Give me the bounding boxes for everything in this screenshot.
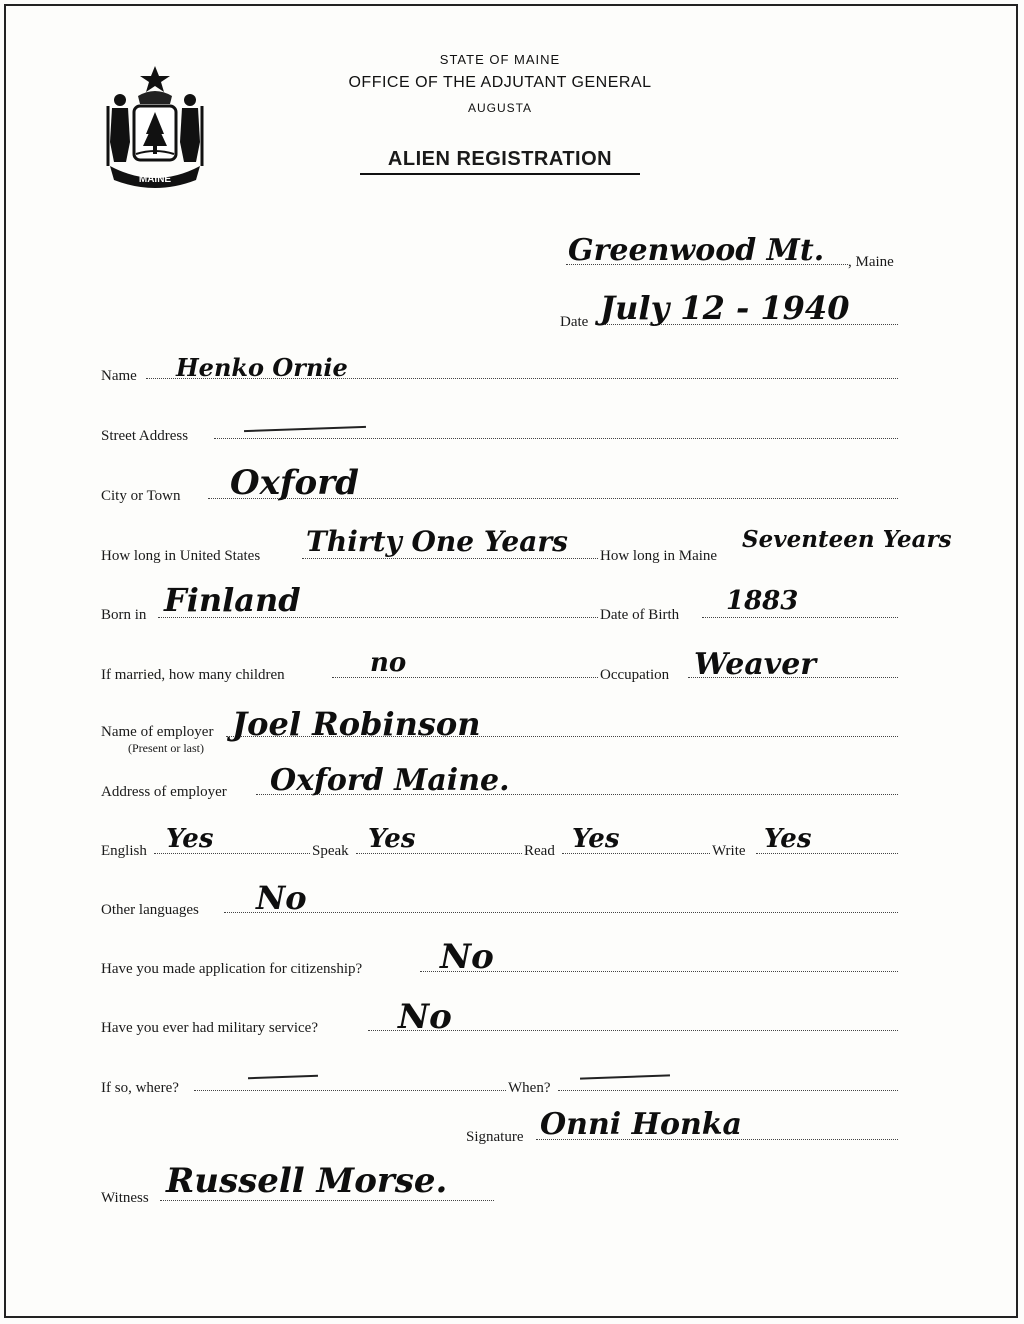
how-long-us-label: How long in United States xyxy=(101,548,261,564)
street-label: Street Address xyxy=(101,428,189,444)
employer-address-label: Address of employer xyxy=(101,784,227,800)
date-value: July 12 - 1940 xyxy=(600,289,850,327)
how-long-maine-value: Seventeen Years xyxy=(742,526,952,553)
english-label: English xyxy=(101,843,147,859)
dob-value: 1883 xyxy=(726,586,799,616)
read-label: Read xyxy=(524,843,555,859)
where-label: If so, where? xyxy=(101,1080,179,1096)
other-languages-line xyxy=(224,912,898,913)
date-label: Date xyxy=(560,314,589,330)
military-value: No xyxy=(398,997,452,1037)
how-long-us-value: Thirty One Years xyxy=(306,525,568,558)
occupation-label: Occupation xyxy=(600,667,670,683)
when-label: When? xyxy=(508,1080,551,1096)
other-languages-value: No xyxy=(256,879,307,917)
employer-value: Joel Robinson xyxy=(232,705,481,743)
speak-label: Speak xyxy=(312,843,349,859)
how-long-maine-label: How long in Maine xyxy=(600,548,718,564)
dob-line xyxy=(702,617,898,618)
form-title: ALIEN REGISTRATION xyxy=(360,148,640,175)
employer-label: Name of employer xyxy=(101,724,214,740)
header-state: STATE OF MAINE xyxy=(439,52,561,67)
other-languages-label: Other languages xyxy=(101,902,199,918)
dob-label: Date of Birth xyxy=(600,607,680,623)
street-line xyxy=(214,438,898,439)
document-border xyxy=(4,4,1018,1318)
military-label: Have you ever had military service? xyxy=(101,1020,318,1036)
employer-note: (Present or last) xyxy=(128,741,204,755)
town-value: Greenwood Mt. xyxy=(568,233,825,268)
maine-state-seal xyxy=(100,62,210,192)
employer-address-value: Oxford Maine. xyxy=(270,763,510,798)
where-line xyxy=(194,1090,506,1091)
signature-value: Onni Honka xyxy=(540,1107,742,1142)
write-value: Yes xyxy=(764,824,812,854)
signature-label: Signature xyxy=(466,1129,524,1145)
name-value: Henko Ornie xyxy=(176,353,348,382)
speak-value: Yes xyxy=(368,824,416,854)
citizenship-label: Have you made application for citizenship? xyxy=(101,961,363,977)
header-city: AUGUSTA xyxy=(467,101,533,115)
children-value: no xyxy=(370,648,407,678)
born-value: Finland xyxy=(164,581,301,619)
seal-text: MAINE xyxy=(138,174,172,185)
write-label: Write xyxy=(712,843,746,859)
header-office: OFFICE OF THE ADJUTANT GENERAL xyxy=(348,74,652,91)
witness-label: Witness xyxy=(101,1190,149,1206)
children-label: If married, how many children xyxy=(101,667,285,683)
city-label: City or Town xyxy=(101,488,181,504)
occupation-value: Weaver xyxy=(694,647,817,682)
read-value: Yes xyxy=(572,824,620,854)
citizenship-value: No xyxy=(440,937,494,977)
witness-value: Russell Morse. xyxy=(166,1161,448,1201)
born-label: Born in xyxy=(101,607,147,623)
maine-label: , Maine xyxy=(848,254,894,270)
english-value: Yes xyxy=(166,824,214,854)
how-long-us-line xyxy=(302,558,598,559)
when-line xyxy=(558,1090,898,1091)
city-value: Oxford xyxy=(230,463,359,503)
name-label: Name xyxy=(101,368,137,384)
